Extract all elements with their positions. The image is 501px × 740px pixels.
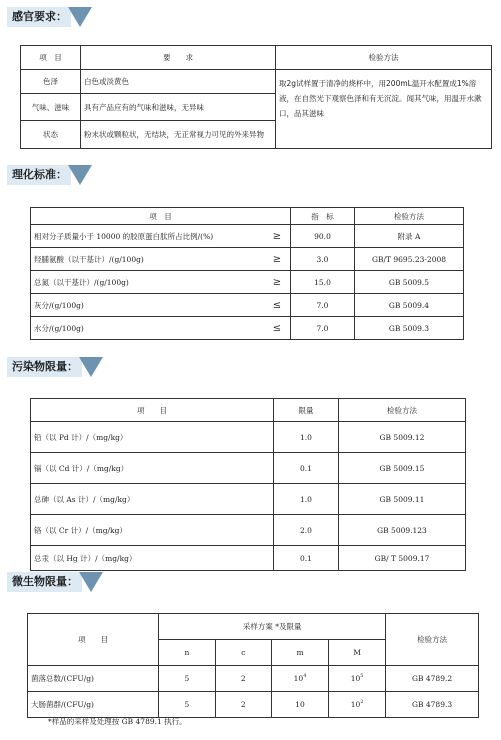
M-base: 10 [350,674,361,683]
value-cell: 3.0 [291,248,355,271]
col-header-sampling-plan: 采样方案 *及限量 [159,614,386,640]
item-cell: 相对分子质量小于 10000 的胶原蛋白肽所占比例/(%) [31,225,265,248]
item-cell: 色泽 [21,70,81,94]
item-cell: 菌落总数/(CFU/g) [28,666,159,692]
m-cell [271,666,328,692]
M-base: 10 [350,700,361,709]
limit-cell: 1.0 [274,484,339,515]
item-cell: 大肠菌群/(CFU/g) [28,692,159,718]
method-cell: GB 5009.3 [355,317,464,340]
limit-cell: 0.1 [274,546,339,571]
method-cell: GB 4789.3 [386,692,479,718]
item-cell: 状态 [21,121,81,149]
c-cell: 2 [215,692,271,718]
item-cell: 总氮（以干基计）/(g/100g) [31,271,265,294]
item-cell: 镉（以 Cd 计）/（mg/kg） [31,453,274,484]
col-header-method: 检验方法 [386,614,479,666]
operator-cell: ≤ [264,294,291,317]
table-row [31,248,464,271]
col-header-item: 项 目 [21,46,81,70]
section-title: 感官要求： [7,7,71,27]
item-cell: 羟脯氨酸（以干基计）/(g/100g) [31,248,265,271]
triangle-marker-icon [79,357,103,377]
item-cell: 铅（以 Pd 计）/（mg/kg） [31,422,274,453]
section-title: 污染物限量： [7,357,82,377]
method-cell: 附录 A [355,225,464,248]
requirement-cell: 白色或淡黄色 [81,70,276,94]
item-cell: 总砷（以 As 计）/（mg/kg） [31,484,274,515]
m-exponent: 4 [303,673,307,679]
sub-header-c: c [215,640,271,666]
table-row [31,515,466,546]
method-cell: GB 5009.123 [339,515,466,546]
method-cell: GB 4789.2 [386,666,479,692]
table-row [28,666,479,692]
M-cell [329,692,386,718]
triangle-marker-icon [68,7,92,27]
n-cell: 5 [159,692,215,718]
table-row [31,317,464,340]
section-title: 微生物限量： [7,572,82,592]
n-cell: 5 [159,666,215,692]
col-header-method: 检验方法 [276,46,492,70]
method-cell: GB 5009.5 [355,271,464,294]
table-row [31,546,466,571]
operator-cell: ≥ [264,225,291,248]
table-row [31,225,464,248]
table-row [21,70,492,94]
M-exponent: 5 [360,673,364,679]
m-cell [271,692,328,718]
value-cell: 15.0 [291,271,355,294]
operator-cell: ≥ [264,248,291,271]
method-cell: GB/T 9695.23-2008 [355,248,464,271]
table-row [31,271,464,294]
triangle-marker-icon [79,572,103,592]
method-cell: 取2g试样置于清净的烧杯中，用200mL温开水配置成1%溶液，在自然光下观察色泽和有无沉淀。闻其气味，用温开水漱口，品其滋味 [276,70,492,149]
contaminant-table [30,398,466,571]
method-cell: GB 5009.15 [339,453,466,484]
section-title: 理化标准： [7,165,71,185]
col-header-method: 检验方法 [339,399,466,422]
micro-table [27,613,479,718]
col-header-method: 检验方法 [355,208,464,225]
table-row [31,422,466,453]
operator-cell: ≤ [264,317,291,340]
table-row [28,692,479,718]
requirement-cell: 具有产品应有的气味和滋味，无异味 [81,94,276,121]
item-cell: 铬（以 Cr 计）/（mg/kg） [31,515,274,546]
method-cell: GB/ T 5009.17 [339,546,466,571]
section-header-sensory [7,7,92,27]
value-cell: 7.0 [291,294,355,317]
sub-header-m: m [271,640,328,666]
M-exponent: 2 [360,699,364,705]
item-cell: 总汞（以 Hg 计）/（mg/kg） [31,546,274,571]
item-cell: 气味、滋味 [21,94,81,121]
limit-cell: 2.0 [274,515,339,546]
item-cell: 灰分/(g/100g) [31,294,265,317]
method-cell: GB 5009.11 [339,484,466,515]
section-header-contaminants [7,357,103,377]
cropped-text-fragment [228,37,288,40]
value-cell: 7.0 [291,317,355,340]
col-header-index: 指 标 [291,208,355,225]
m-base: 10 [295,700,305,709]
sub-header-M: M [329,640,386,666]
sensory-table [20,45,492,149]
limit-cell: 1.0 [274,422,339,453]
sub-header-n: n [159,640,215,666]
table-row [31,294,464,317]
method-cell: GB 5009.4 [355,294,464,317]
method-cell: GB 5009.12 [339,422,466,453]
section-header-physchem [7,165,92,185]
triangle-marker-icon [68,165,92,185]
col-header-item: 项 目 [31,208,291,225]
table-row [31,453,466,484]
value-cell: 90.0 [291,225,355,248]
physchem-table [30,207,464,340]
M-cell [329,666,386,692]
requirement-cell: 粉末状或颗粒状，无结块，无正常视力可见的外来异物 [81,121,276,149]
c-cell: 2 [215,666,271,692]
col-header-item: 项 目 [31,399,274,422]
col-header-item: 项 目 [28,614,159,666]
col-header-requirement: 要 求 [81,46,276,70]
limit-cell: 0.1 [274,453,339,484]
operator-cell: ≥ [264,271,291,294]
m-base: 10 [293,674,304,683]
section-header-micro [7,572,103,592]
footnote: *样品的采样及处理按 GB 4789.1 执行。 [48,717,187,726]
col-header-limit: 限量 [274,399,339,422]
table-row [31,484,466,515]
item-cell: 水分/(g/100g) [31,317,265,340]
